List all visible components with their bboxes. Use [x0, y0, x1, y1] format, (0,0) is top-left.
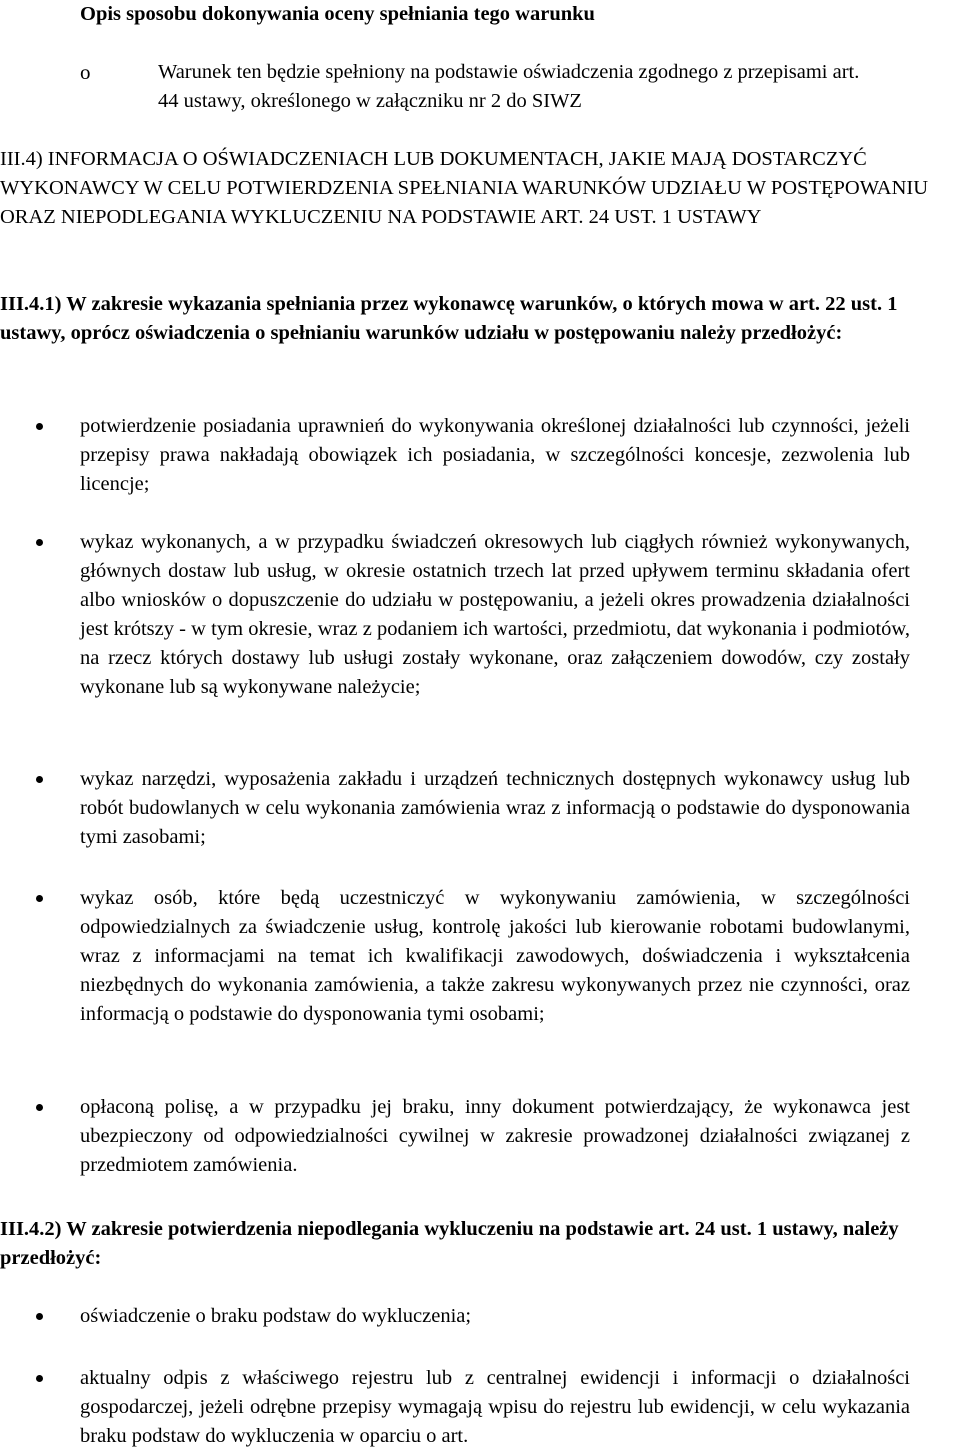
bullet-icon	[36, 1375, 43, 1382]
bullet-icon	[36, 423, 43, 430]
bullet-icon	[36, 895, 43, 902]
list-item-text: wykaz osób, które będą uczestniczyć w wykonywaniu zamówienia, w szczególności odpowiedzialnych za świadczenie usług, kontrolę jakości lub kierowanie robotami budowlanymi, wraz z informacjami na temat ich kwalifikacji zawodowych, doświadczenia i wykształcenia niezbędnych do wykonania zamówienia, a także zakresu wykonywanych przez nie czynności, oraz informacją o podstawie do dysponowania tymi osobami;	[80, 887, 910, 1025]
list-item-text: opłaconą polisę, a w przypadku jej braku, inny dokument potwierdzający, że wykonawca jest ubezpieczony od odpowiedzialności cywilnej w zakresie prowadzonej działalności związanej z przedmiotem zamówienia.	[80, 1096, 910, 1176]
list-item-text: aktualny odpis z właściwego rejestru lub z centralnej ewidencji i informacji o działalności gospodarczej, jeżeli odrębne przepisy wymagają wpisu do rejestru lub ewidencji, w celu wykazania braku podstaw do wykluczenia w oparciu o art.	[80, 1367, 910, 1447]
list-item-text: wykaz wykonanych, a w przypadku świadczeń okresowych lub ciągłych również wykonywanych, głównych dostaw lub usług, w okresie ostatnich trzech lat przed upływem terminu składania ofert albo wniosków o dopuszczenie do udziału w postępowaniu, a jeżeli okres prowadzenia działalności jest krótszy - w tym okresie, wraz z podaniem ich wartości, przedmiotu, dat wykonania i podmiotów, na rzecz których dostawy lub usługi zostały wykonane, oraz załączeniem dowodów, czy zostały wykonane lub są wykonywane należycie;	[80, 531, 910, 698]
list-item-text: oświadczenie o braku podstaw do wykluczenia;	[80, 1305, 472, 1327]
sub-item-text: Warunek ten będzie spełniony na podstawie oświadczenia zgodnego z przepisami art. 44 ustawy, określonego w załączniku nr 2 do SIWZ	[158, 61, 860, 112]
heading-iii-4-1: III.4.1) W zakresie wykazania spełniania przez wykonawcę warunków, o których mowa w art. 22 ust. 1 ustawy, oprócz oświadczenia o spełnianiu warunków udziału w postępowaniu należy przedłożyć:	[0, 293, 898, 344]
heading-iii-4-2: III.4.2) W zakresie potwierdzenia niepodlegania wykluczeniu na podstawie art. 24 ust. 1 ustawy, należy przedłożyć:	[0, 1218, 899, 1269]
heading-iii-4: III.4) INFORMACJA O OŚWIADCZENIACH LUB DOKUMENTACH, JAKIE MAJĄ DOSTARCZYĆ WYKONAWCY W CELU POTWIERDZENIA SPEŁNIANIA WARUNKÓW UDZIAŁU W POSTĘPOWANIU ORAZ NIEPODLEGANIA WYKLUCZENIU NA PODSTAWIE ART. 24 UST. 1 USTAWY	[0, 148, 929, 228]
bullet-icon	[36, 539, 43, 546]
bullet-icon	[36, 1313, 43, 1320]
circle-bullet-icon: o	[80, 60, 91, 84]
bullet-icon	[36, 776, 43, 783]
bullet-icon	[36, 1104, 43, 1111]
section-heading: Opis sposobu dokonywania oceny spełniania tego warunku	[80, 3, 595, 25]
list-item-text: wykaz narzędzi, wyposażenia zakładu i urządzeń technicznych dostępnych wykonawcy usług lub robót budowlanych w celu wykonania zamówienia wraz z informacją o podstawie do dysponowania tymi zasobami;	[80, 768, 910, 848]
list-item-text: potwierdzenie posiadania uprawnień do wykonywania określonej działalności lub czynności, jeżeli przepisy prawa nakładają obowiązek ich posiadania, w szczególności koncesje, zezwolenia lub licencje;	[80, 415, 910, 495]
